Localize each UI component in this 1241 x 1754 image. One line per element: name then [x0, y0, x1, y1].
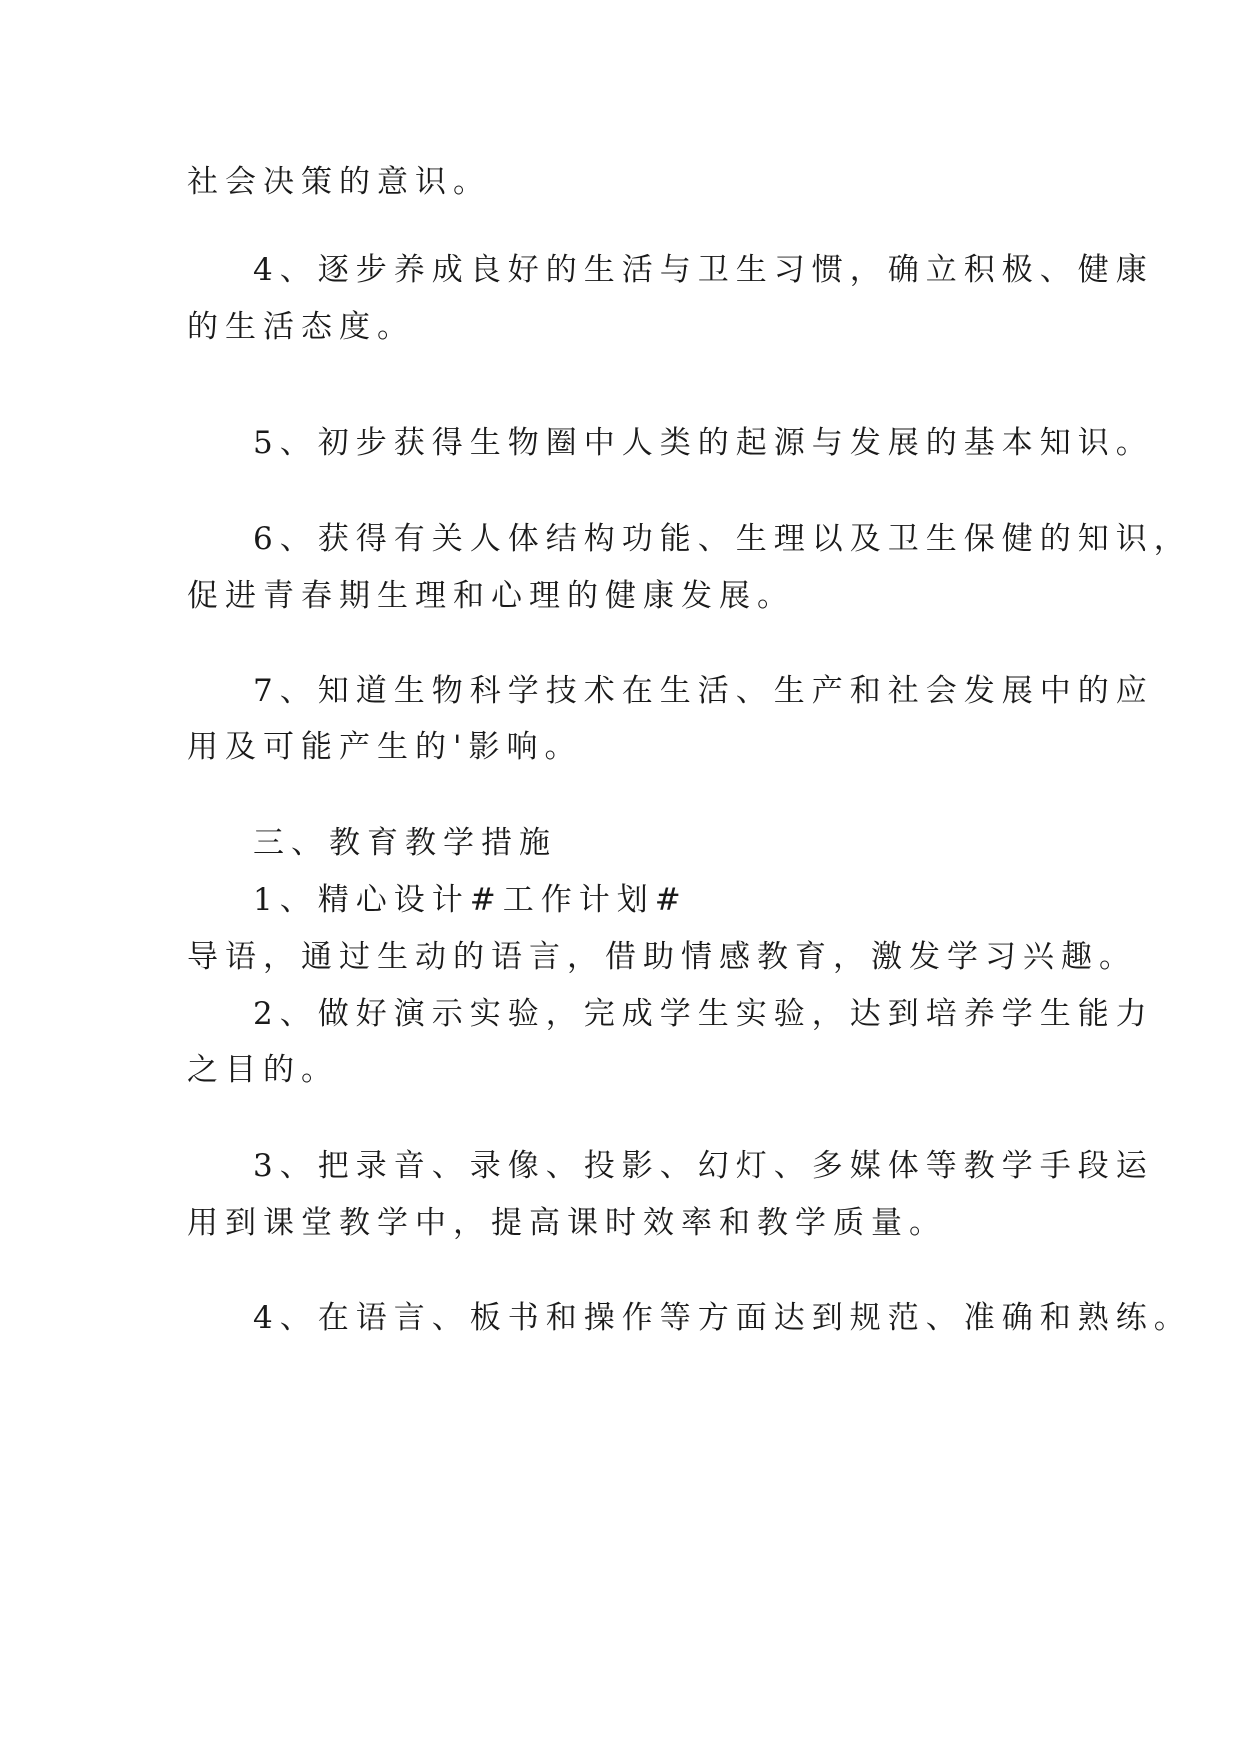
- section-heading: 三、教育教学措施: [253, 825, 557, 861]
- text-line: 的生活态度。: [187, 309, 415, 345]
- text-line: 社会决策的意识。: [187, 164, 491, 200]
- text-line: 用及可能产生的'影响。: [187, 729, 583, 765]
- text-line: 之目的。: [187, 1052, 339, 1088]
- text-line: 用到课堂教学中，提高课时效率和教学质量。: [187, 1205, 947, 1241]
- text-line: 5、初步获得生物圈中人类的起源与发展的基本知识。: [253, 425, 1154, 461]
- text-line: 促进青春期生理和心理的健康发展。: [187, 578, 795, 614]
- text-line: 7、知道生物科学技术在生活、生产和社会发展中的应: [253, 673, 1154, 709]
- text-line: 3、把录音、录像、投影、幻灯、多媒体等教学手段运: [253, 1148, 1154, 1184]
- text-line: 4、在语言、板书和操作等方面达到规范、准确和熟练。: [253, 1300, 1192, 1336]
- text-line: 6、获得有关人体结构功能、生理以及卫生保健的知识，: [253, 521, 1192, 557]
- text-line: 4、逐步养成良好的生活与卫生习惯，确立积极、健康: [253, 252, 1154, 288]
- text-line: 导语，通过生动的语言，借助情感教育，激发学习兴趣。: [187, 939, 1137, 975]
- text-line: 1、精心设计#工作计划#: [253, 882, 688, 918]
- text-line: 2、做好演示实验，完成学生实验，达到培养学生能力: [253, 996, 1154, 1032]
